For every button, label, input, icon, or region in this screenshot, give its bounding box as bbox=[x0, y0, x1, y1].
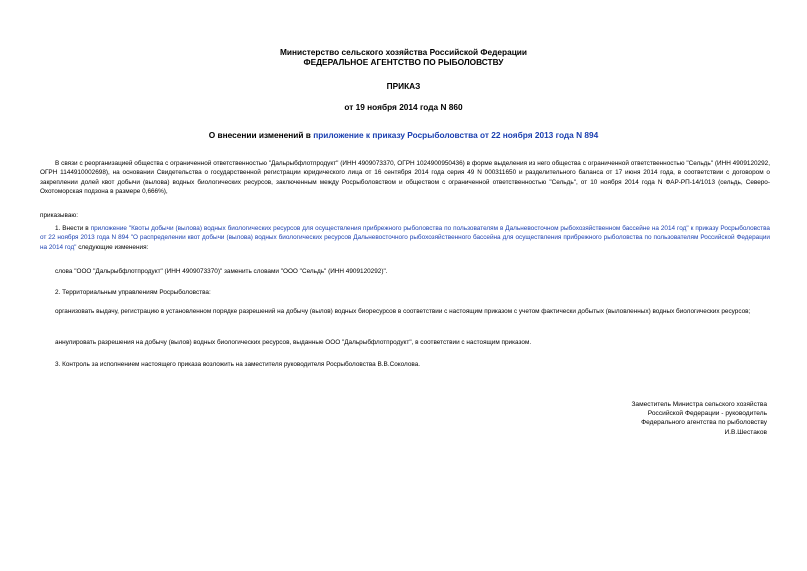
ministry-name: Министерство сельского хозяйства Российской Федерации bbox=[280, 47, 527, 57]
item-2-point-a-text: организовать выдачу, регистрацию в установленном порядке разрешений на добычу (вылов) водных биоресурсов в соответствии с настоящим приказом с учетом фактически добытых (выловленных) водных биологических ресурсов; bbox=[55, 308, 751, 315]
item-1-prefix: 1. Внести в bbox=[55, 225, 91, 232]
signature-line-1: Заместитель Министра сельского хозяйства bbox=[631, 401, 767, 408]
item-2-title bbox=[40, 288, 770, 297]
preamble-paragraph bbox=[40, 159, 770, 197]
item-1-link-appendix[interactable]: приложение "Квоты добычи (вылова) водных биологических ресурсов для осуществления прибрежного рыболовства по пользователям в Дальневосточном рыбохозяйственном бассейне на 2014 год" bbox=[90, 225, 689, 232]
agency-name: ФЕДЕРАЛЬНОЕ АГЕНТСТВО ПО РЫБОЛОВСТВУ bbox=[303, 57, 504, 67]
subject-link[interactable]: приложение к приказу Росрыболовства от 22 ноября 2013 года N 894 bbox=[313, 130, 599, 140]
item-3-text: 3. Контроль за исполнением настоящего приказа возложить на заместителя руководителя Росрыболовства В.В.Соколова. bbox=[55, 361, 421, 368]
item-1-text bbox=[40, 224, 770, 252]
signature-line-3: Федерального агентства по рыболовству bbox=[641, 419, 767, 427]
item-1-suffix: следующие изменения: bbox=[76, 243, 149, 251]
preamble-text: В связи с реорганизацией общества с ограниченной ответственностью "Дальрыбфлотпродукт" (ИНН 4909073370, ОГРН 1024900950436) в форме выделения из него общества с ограниченной ответственностью "Сельдь" (ИНН 4909120292, ОГРН 1144910002698), на основании Свидетельства о государственной регистрации юридического лица от 16 сентября 2014 года серия 49 N 000311650 и разделительного баланса от 17 июня 2014 года, в соответствии с договором о закреплении долей квот добычи (вылова) водных биологических ресурсов, заключенным между Росрыболовством и обществом с ограниченной ответственностью "Сельдь", от 10 ноября 2014 года N ФАР-РП-14/1013 (сельдь, Северо-Охотоморская подзона в размере 0,666%), bbox=[40, 160, 770, 196]
item-1-paragraph bbox=[40, 224, 770, 252]
subject-prefix: О внесении изменений в bbox=[208, 130, 314, 140]
signature-name: И.В.Шестаков bbox=[724, 428, 767, 436]
date-number: от 19 ноября 2014 года N 860 bbox=[344, 102, 463, 112]
order-word-text: приказываю: bbox=[40, 212, 78, 219]
document-header bbox=[0, 47, 807, 67]
order-word bbox=[40, 211, 770, 220]
item-3-paragraph bbox=[40, 360, 770, 369]
item-1-change-text: слова "ООО "Дальрыбфлотпродукт" (ИНН 4909073370)" заменить словами "ООО "Сельдь" (ИНН 4909120292)". bbox=[55, 268, 388, 275]
item-2-point-a bbox=[40, 307, 770, 316]
signature-block bbox=[631, 400, 767, 437]
doc-type: ПРИКАЗ bbox=[386, 81, 421, 91]
item-2-point-b-text: аннулировать разрешения на добычу (вылов) водных биологических ресурсов, выданные ООО "Дальрыбфлотпродукт", в соответствии с настоящим приказом. bbox=[55, 339, 532, 346]
document-subject bbox=[0, 130, 807, 140]
item-1-link-order[interactable]: к приказу Росрыболовства от 22 ноября 2013 года N 894 "О распределении квот добычи (вылова) водных биологических ресурсов Дальневосточного рыбохозяйственного бассейна для осуществления прибрежного рыболовства по пользователям Российской Федерации на 2014 год" bbox=[40, 225, 770, 251]
item-1-change bbox=[40, 267, 770, 276]
item-2-title-text: 2. Территориальным управлениям Росрыболовства: bbox=[55, 289, 211, 296]
item-2-point-b bbox=[40, 338, 770, 347]
signature-line-2: Российской Федерации - руководитель bbox=[647, 410, 767, 418]
